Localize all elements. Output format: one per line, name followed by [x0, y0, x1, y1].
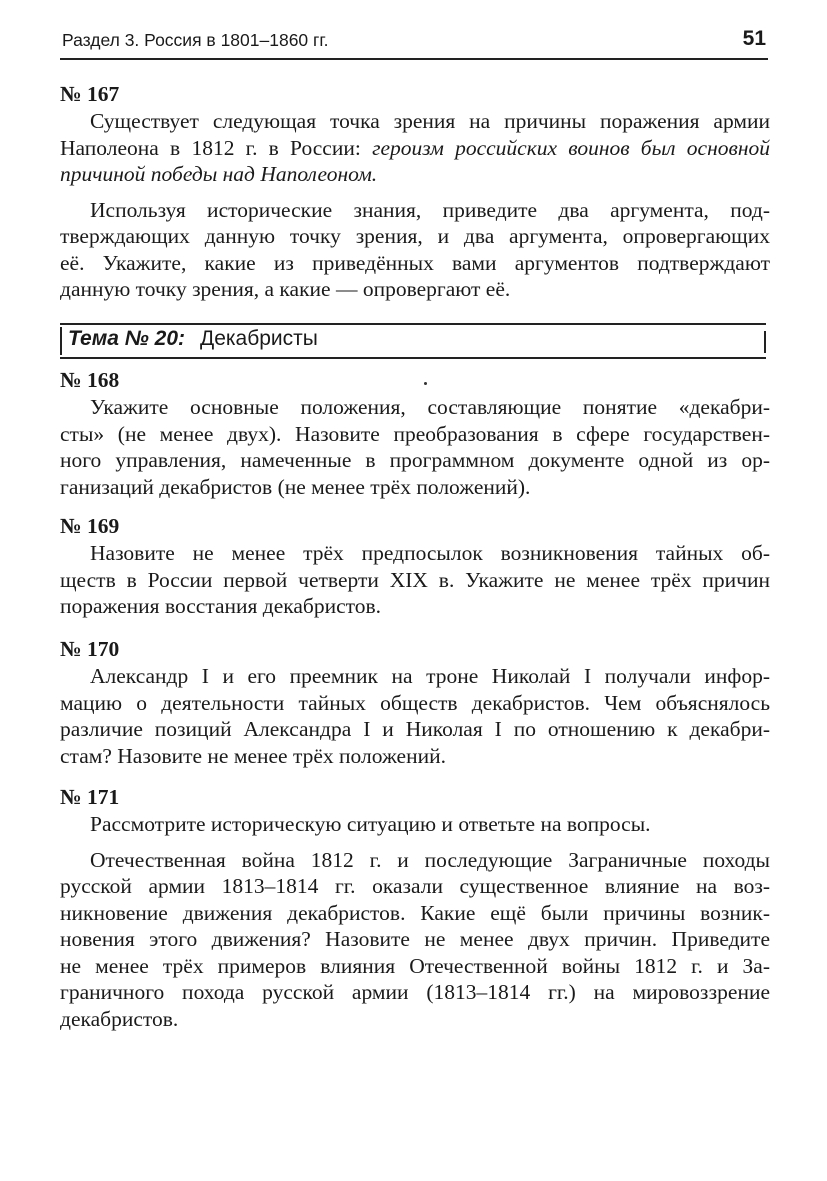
text-line: Александр I и его преемник на троне Николай I получали инфор-	[90, 664, 770, 688]
text-line: мацию о деятельности тайных обществ декабристов. Чем объяснялось	[60, 690, 770, 715]
text-line: ганизаций декабристов (не менее трёх положений).	[60, 474, 531, 499]
text-line: ного управления, намеченные в программном документе одной из ор-	[60, 448, 770, 472]
text-span: Наполеона в 1812 г. в России:	[60, 135, 373, 160]
italic-opinion: героизм российских воинов был основной	[372, 135, 770, 160]
task-170	[60, 635, 770, 769]
task-171	[60, 783, 770, 1032]
text-line: граничного похода русской армии (1813–1814 гг.) на мировоззрение	[60, 980, 770, 1004]
text-line: её. Укажите, какие из приведённых вами аргументов подтверждают	[60, 250, 770, 275]
text-line: поражения восстания декабристов.	[60, 594, 382, 618]
text-line: русской армии 1813–1814 гг. оказали существенное влияние на воз-	[60, 874, 770, 898]
topic-title: Декабристы	[200, 327, 318, 350]
text-line: причиной победы над Наполеоном.	[60, 162, 378, 186]
page-number: 51	[742, 27, 766, 50]
task-number: № 169	[60, 514, 120, 538]
section-title: Раздел 3. Россия в 1801–1860 гг.	[62, 30, 329, 50]
text-line: сты» (не менее двух). Назовите преобразования в сфере государствен-	[60, 421, 770, 446]
text-line: данную точку зрения, а какие — опровергают её.	[60, 277, 511, 301]
topic-label: Тема № 20:	[68, 327, 186, 350]
text-line: стам? Назовите не менее трёх положений.	[60, 743, 446, 768]
task-number: № 170	[60, 637, 120, 661]
text-line: ществ в России первой четверти XIX в. Укажите не менее трёх причин	[60, 567, 770, 592]
task-169	[60, 512, 770, 620]
text-line: различие позиций Александра I и Николая I по отношению к декабри-	[60, 717, 770, 741]
text-line: Существует следующая точка зрения на причины поражения армии	[90, 109, 770, 133]
task-number: № 168	[60, 368, 120, 392]
topic-heading	[60, 323, 766, 359]
text-line: не менее трёх примеров влияния Отечественной войны 1812 г. и За-	[60, 953, 770, 978]
text-line: Назовите не менее трёх предпосылок возникновения тайных об-	[90, 541, 770, 565]
text-line: декабристов.	[60, 1006, 179, 1031]
text-line: Используя исторические знания, приведите два аргумента, под-	[90, 197, 770, 222]
text-line: новения этого движения? Назовите не менее двух причин. Приведите	[60, 927, 770, 951]
text-line: Укажите основные положения, составляющие понятие «декабри-	[90, 395, 770, 419]
text-line: никновение движения декабристов. Какие ещё были причины возник-	[60, 900, 770, 925]
text-line	[60, 135, 770, 162]
text-line: Рассмотрите историческую ситуацию и ответьте на вопросы.	[90, 812, 651, 836]
task-168	[60, 366, 770, 500]
task-number: № 167	[60, 82, 120, 106]
text-line: тверждающих данную точку зрения, и два аргумента, опровергающих	[60, 224, 770, 248]
page-header	[60, 24, 768, 60]
task-number: № 171	[60, 785, 120, 809]
task-167	[60, 80, 770, 303]
text-line: Отечественная война 1812 г. и последующие Заграничные походы	[90, 847, 770, 872]
